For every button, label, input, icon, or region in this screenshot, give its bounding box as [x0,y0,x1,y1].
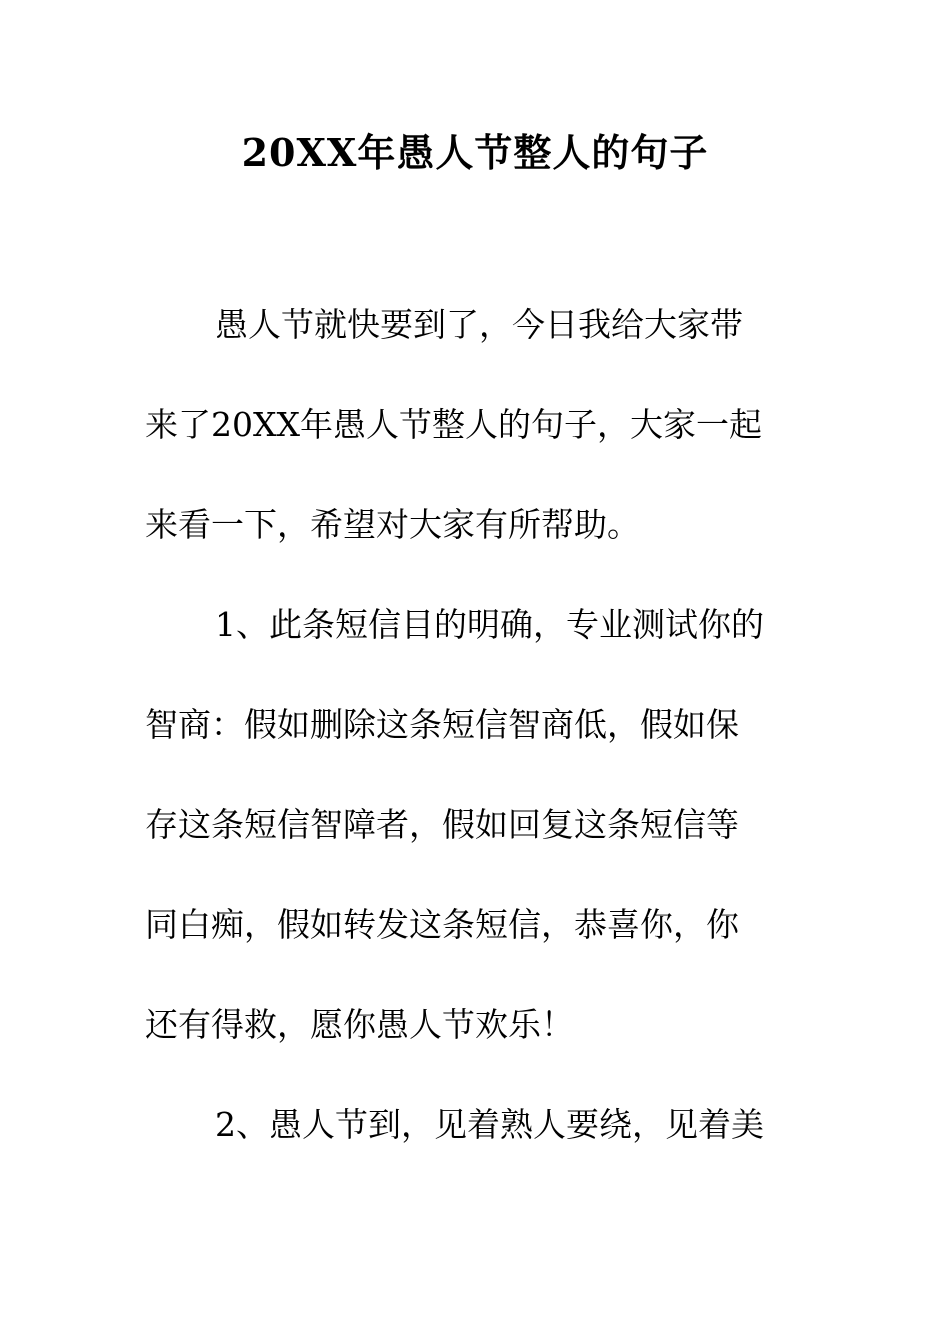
paragraph-line-4: 1、此条短信目的明确，专业测试你的 [215,605,764,644]
paragraph-line-7: 同白痴，假如转发这条短信，恭喜你，你 [145,905,739,944]
document-title: 20XX年愚人节整人的句子 [241,130,709,175]
paragraph-line-9: 2、愚人节到，见着熟人要绕，见着美 [215,1105,764,1144]
paragraph-line-6: 存这条短信智障者，假如回复这条短信等 [145,805,739,844]
paragraph-line-2: 来了20XX年愚人节整人的句子，大家一起 [145,405,762,444]
paragraph-line-8: 还有得救，愿你愚人节欢乐！ [145,1005,574,1044]
paragraph-line-1: 愚人节就快要到了，今日我给大家带 [215,305,743,344]
paragraph-line-3: 来看一下，希望对大家有所帮助。 [145,505,640,544]
paragraph-line-5: 智商：假如删除这条短信智商低，假如保 [145,705,739,744]
